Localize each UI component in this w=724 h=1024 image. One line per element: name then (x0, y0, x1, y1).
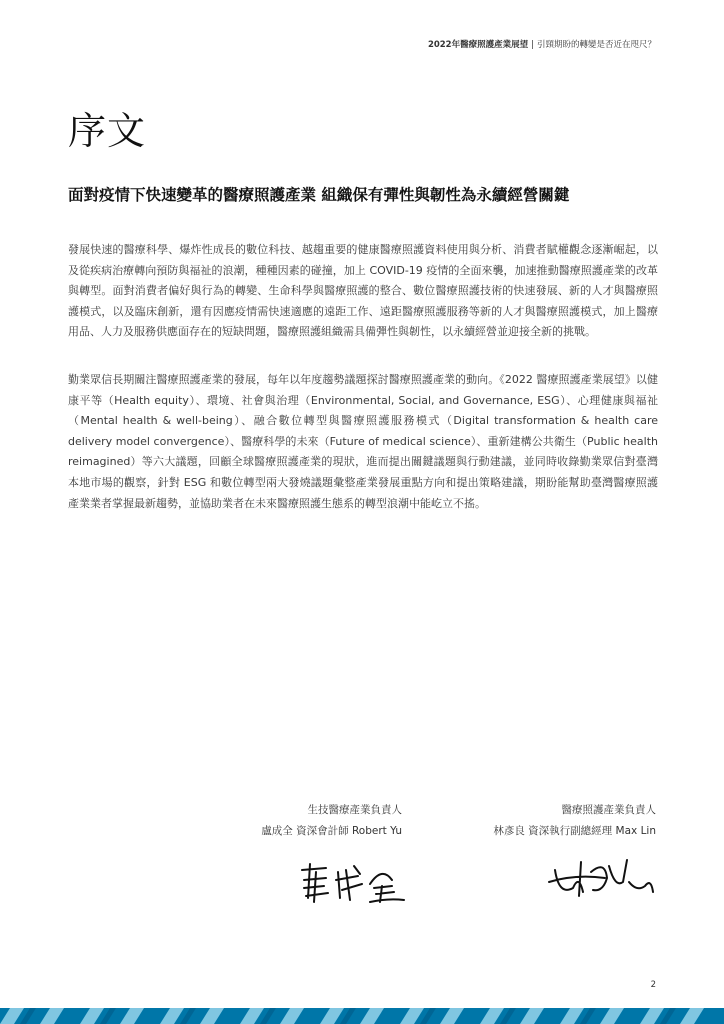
report-subtitle: 引頸期盼的轉變是否近在咫尺？ (536, 40, 656, 50)
report-title: 2022年醫療照護產業展望 (427, 40, 529, 50)
signatory-name: 盧成全 資深會計師 Robert Yu (261, 825, 402, 837)
handwritten-signature-right (545, 852, 657, 902)
signatory-role: 醫療照護產業負責人 (561, 804, 656, 816)
handwritten-signature-left (296, 858, 408, 906)
signatory-left (261, 800, 402, 842)
page-number: 2 (650, 980, 656, 990)
signatory-role: 生技醫療產業負責人 (307, 804, 402, 816)
headline: 面對疫情下快速變革的醫療照護產業 組織保有彈性與韌性為永續經營關鍵 (68, 186, 570, 204)
running-header (428, 38, 656, 50)
page-title: 序文 (68, 109, 147, 153)
footer-decorative-band (0, 1008, 724, 1024)
body-paragraph-2: 勤業眾信長期關注醫療照護產業的發展，每年以年度趨勢議題探討醫療照護產業的動向。《2022 醫療照護產業展望》以健康平等（Health equity）、環境、社會與治理（Environmental, Social, and Governance, ESG）、心理健康與福祉（Mental health & well-being）、融合數位轉型與醫療照護服務模式（Digital transformation & health care delivery model convergence）、醫療科學的未來（Future of medical science）、重新建構公共衛生（Public health reimagined）等六大議題，回顧全球醫療照護產業的現狀，進而提出關鍵議題與行動建議，並同時收錄勤業眾信對臺灣本地市場的觀察，針對 ESG 和數位轉型兩大發燒議題彙整產業發展重點方向和提出策略建議，期盼能幫助臺灣醫療照護產業業者掌握最新趨勢，並協助業者在未來醫療照護生態系的轉型浪潮中能屹立不搖。 (68, 373, 658, 510)
signatory-name: 林彥良 資深執行副總經理 Max Lin (493, 825, 656, 837)
signatory-right (493, 800, 656, 842)
header-separator: | (531, 40, 534, 50)
body-paragraph-1: 發展快速的醫療科學、爆炸性成長的數位科技、越趨重要的健康醫療照護資料使用與分析、消費者賦權觀念逐漸崛起，以及從疾病治療轉向預防與福祉的浪潮，種種因素的碰撞，加上 COVID-19 疫情的全面來襲，加速推動醫療照護產業的改革與轉型。面對消費者偏好與行為的轉變、生命科學與醫療照護的整合、數位醫療照護技術的快速發展、新的人才與醫療照護模式，以及臨床創新，還有因應疫情需快速適應的遠距工作、遠距醫療照護服務等新的人才與醫療照護模式，加上醫療用品、人力及服務供應面存在的短缺問題，醫療照護組織需具備彈性與韌性，以永續經營並迎接全新的挑戰。 (68, 243, 658, 339)
